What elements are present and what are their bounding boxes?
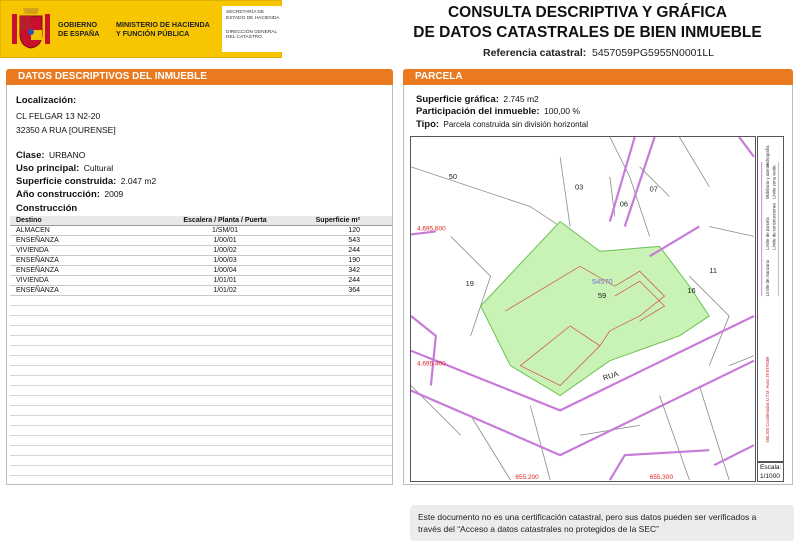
table-row <box>10 236 392 246</box>
year-row <box>16 184 123 202</box>
built-area-label: Superficie construida: <box>16 176 117 187</box>
class-label: Clase: <box>16 150 45 161</box>
table-row <box>10 256 392 266</box>
cell-destino: ENSEÑANZA <box>16 257 59 264</box>
secretaria-text: SECRETARÍA DE ESTADO DE HACIENDA <box>226 10 280 21</box>
construction-label: Construcción <box>16 203 78 214</box>
notice-line-2: través del “Acceso a datos catastrales no protegidos de la SEC” <box>418 524 659 534</box>
type-row <box>416 114 588 132</box>
legend-item: Mobiliario y aceras <box>765 163 771 199</box>
cell-escalera: 1/00/03 <box>213 257 237 264</box>
parcel-header: PARCELA <box>403 69 793 85</box>
notice-line-1: Este documento no es una certificación catastral, pero sus datos pueden ser verificados a <box>418 512 757 522</box>
table-row <box>10 246 392 256</box>
type-value: Parcela construida sin división horizontal <box>443 120 589 129</box>
title-line-1: CONSULTA DESCRIPTIVA Y GRÁFICA <box>447 4 727 21</box>
type-label: Tipo: <box>416 119 440 130</box>
map-label-50: 50 <box>448 171 458 181</box>
map-label-06: 06 <box>619 199 629 209</box>
coat-of-arms-icon <box>10 6 52 52</box>
class-value: URBANO <box>48 150 86 160</box>
table-empty-rows <box>10 296 392 484</box>
cell-superficie: 244 <box>348 247 360 254</box>
table-header-escalera: Escalera / Planta / Puerta <box>183 217 267 224</box>
parcel-polygon[interactable] <box>481 222 710 396</box>
map-legend <box>757 136 784 462</box>
table-header-superficie: Superficie m² <box>315 217 360 224</box>
disclaimer-notice <box>410 505 794 541</box>
table-row <box>10 266 392 276</box>
participation-label: Participación del inmueble: <box>416 106 540 117</box>
map-street-label: RUA <box>601 369 620 383</box>
map-label-03: 03 <box>575 182 584 192</box>
cell-destino: ENSEÑANZA <box>16 287 59 294</box>
page-title <box>410 3 765 43</box>
descriptive-data-header: DATOS DESCRIPTIVOS DEL INMUEBLE <box>6 69 393 85</box>
map-label-19: 19 <box>465 279 474 289</box>
legend-item: Límite de manzana <box>765 260 771 297</box>
table-header-row <box>10 216 392 226</box>
address-line-2: 32350 A RUA [OURENSE] <box>16 125 116 135</box>
map-label-59: 59 <box>597 291 607 301</box>
cell-superficie: 190 <box>348 257 360 264</box>
construction-table <box>10 216 392 296</box>
cell-escalera: 1/00/04 <box>213 267 237 274</box>
cell-destino: ENSEÑANZA <box>16 237 59 244</box>
table-row <box>10 276 392 286</box>
cell-destino: VIVIENDA <box>16 247 49 254</box>
cell-destino: ENSEÑANZA <box>16 267 59 274</box>
directorate-block <box>222 6 286 52</box>
cell-destino: VIVIENDA <box>16 277 49 284</box>
location-label: Localización: <box>16 95 77 106</box>
title-line-2: DE DATOS CATASTRALES DE BIEN INMUEBLE <box>413 24 762 41</box>
cell-superficie: 342 <box>348 267 360 274</box>
table-row <box>10 286 392 296</box>
scale-label: Escala: <box>760 464 782 471</box>
cell-escalera: 1/SM/01 <box>211 227 239 234</box>
cell-escalera: 1/00/01 <box>213 237 237 244</box>
cell-superficie: 364 <box>348 287 360 294</box>
use-value: Cultural <box>83 163 114 173</box>
legend-item: Límite de parcela <box>765 217 771 250</box>
cell-escalera: 1/01/02 <box>213 287 237 294</box>
legend-item: Hidrografía <box>765 145 771 167</box>
ministry-name: MINISTERIO DE HACIENDA Y FUNCIÓN PÚBLICA <box>116 20 210 38</box>
coord-east-1: 655.200 <box>515 474 539 482</box>
government-name: GOBIERNO DE ESPAÑA <box>58 20 100 38</box>
cell-superficie: 244 <box>348 277 360 284</box>
table-header-destino: Destino <box>16 217 42 224</box>
coord-east-2: 655.300 <box>649 474 673 482</box>
cell-superficie: 120 <box>348 227 360 234</box>
cell-escalera: 1/01/01 <box>213 277 237 284</box>
participation-value: 100,00 % <box>543 106 580 116</box>
cell-superficie: 543 <box>348 237 360 244</box>
built-area-value: 2.047 m2 <box>120 176 157 186</box>
cell-escalera: 1/00/02 <box>213 247 237 254</box>
map-label-16: 16 <box>687 286 696 296</box>
legend-item: Límite de construcciones <box>771 202 777 250</box>
direccion-text: DIRECCIÓN GENERAL DEL CATASTRO <box>226 29 277 41</box>
scale-value: 1/1000 <box>760 473 780 480</box>
scale-box <box>757 462 784 482</box>
map-parcel-code: 54570 <box>591 277 613 287</box>
map-label-07: 07 <box>649 184 658 194</box>
legend-item: Límite zona verde <box>771 165 777 199</box>
coord-north-2: 4.695.400 <box>416 360 446 368</box>
projection-note: 655.300 Coordenadas U.T.M. Huso 29 ETRS89 <box>765 356 771 443</box>
reference-label: Referencia catastral: <box>483 47 587 59</box>
cadastral-map[interactable] <box>410 136 756 482</box>
graphic-area-label: Superficie gráfica: <box>416 94 499 105</box>
cell-destino: ALMACEN <box>16 227 50 234</box>
reference-value: 5457059PG5955N0001LL <box>592 47 715 59</box>
graphic-area-value: 2.745 m2 <box>503 94 539 104</box>
address-line-1: CL FELGAR 13 N2-20 <box>16 111 101 121</box>
year-value: 2009 <box>104 189 124 199</box>
use-label: Uso principal: <box>16 163 80 174</box>
map-label-11: 11 <box>709 266 718 276</box>
table-row <box>10 226 392 236</box>
coord-north-1: 4.695.600 <box>416 225 446 233</box>
year-label: Año construcción: <box>16 189 100 200</box>
